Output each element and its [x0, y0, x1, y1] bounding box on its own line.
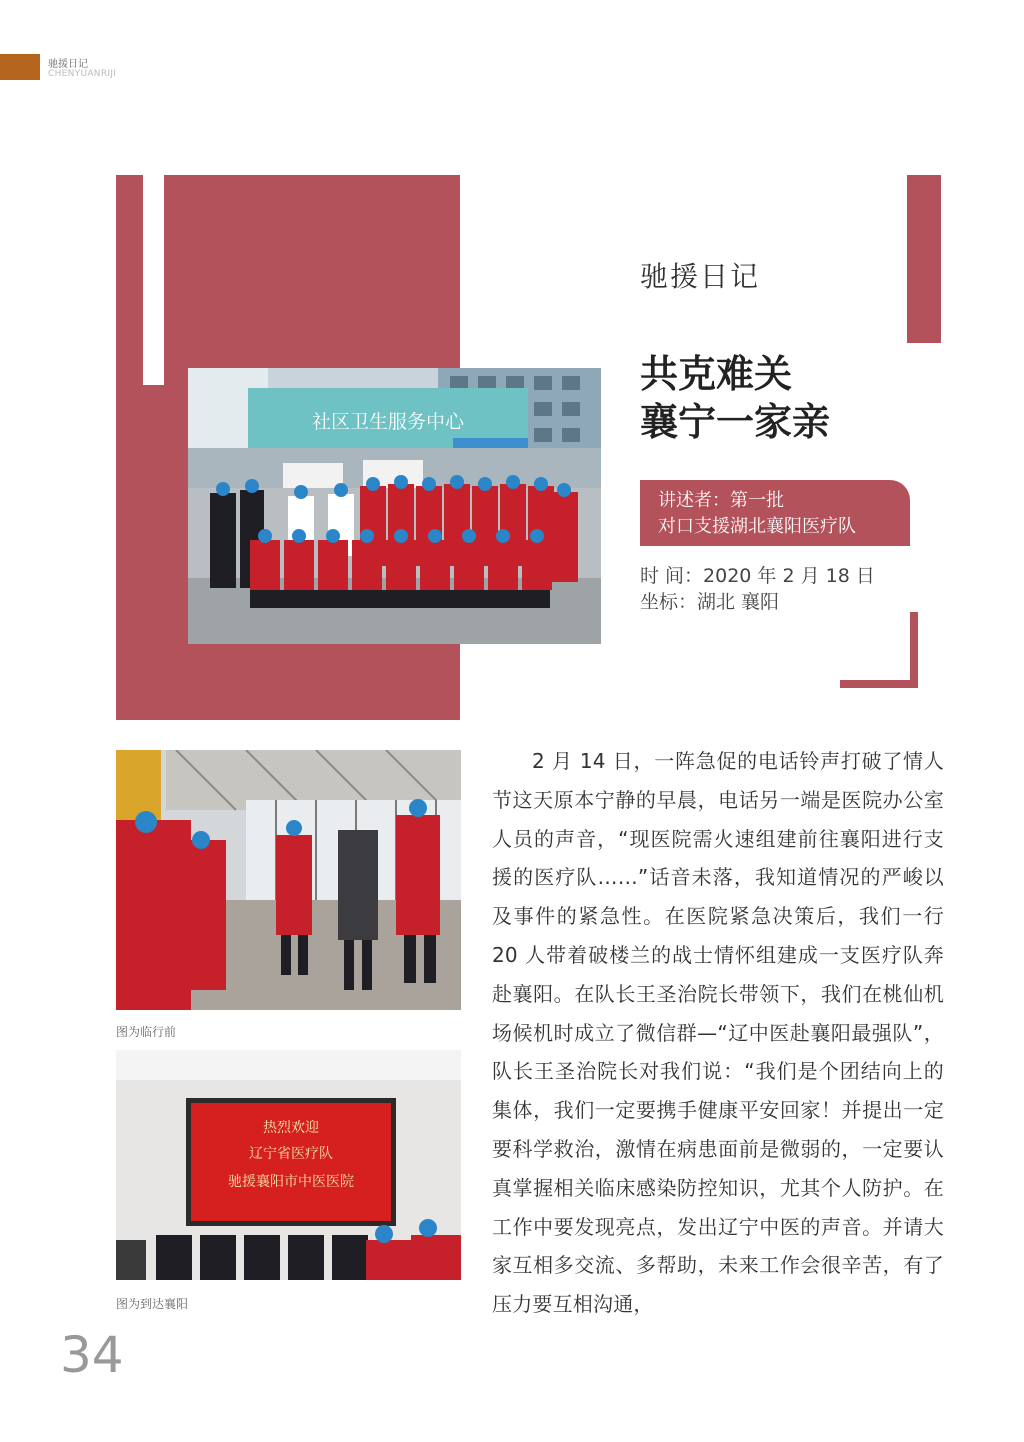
caption-airport: 图为临行前	[116, 1025, 177, 1039]
article-time: 时 间：2020 年 2 月 18 日	[640, 565, 875, 587]
narrator-line1: 讲述者：第一批	[658, 490, 784, 511]
decor-red-bar	[907, 175, 941, 343]
photo-sign-text: 社区卫生服务中心	[311, 411, 465, 433]
caption-arrival: 图为到达襄阳	[116, 1297, 189, 1311]
decor-corner-horizontal	[840, 680, 918, 688]
article-title-line2: 襄宁一家亲	[640, 399, 831, 444]
narrator-box	[640, 480, 910, 546]
screen-line3: 驰援襄阳市中医医院	[228, 1174, 354, 1190]
article-body-paragraph: 2 月 14 日，一阵急促的电话铃声打破了情人节这天原本宁静的早晨，电话另一端是医院办公室人员的声音，“现医院需火速组建前往襄阳进行支援的医疗队……”话音未落，我知道情况的严峻以及事件的紧急性。在医院紧急决策后，我们一行 20 人带着破楼兰的战士情怀组建成一支医疗队奔赴襄阳。在队长王圣治院长带领下，我们在桃仙机场候机时成立了微信群—“辽中医赴襄阳最强队”，队长王圣治院长对我们说：“我们是个团结向上的集体，我们一定要携手健康平安回家！并提出一定要科学救治，激情在病患面前是微弱的，一定要认真掌握相关临床感染防控知识，尤其个人防护。在工作中要发现亮点，发出辽宁中医的声音。并请大家互相多交流、多帮助，未来工作会很辛苦，有了压力要互相沟通，	[492, 749, 945, 1317]
photo-welcome-screen	[116, 1050, 461, 1280]
decor-white-strip	[143, 175, 164, 385]
screen-line2: 辽宁省医疗队	[249, 1146, 333, 1162]
page-number: 34	[60, 1326, 124, 1384]
narrator-line2: 对口支援湖北襄阳医疗队	[658, 516, 856, 537]
section-title: 驰援日记	[640, 260, 761, 293]
header-section-cn: 驰援日记	[48, 59, 88, 70]
header-tab-mark	[0, 54, 40, 80]
article-title	[640, 350, 830, 446]
decor-corner-vertical	[910, 612, 918, 688]
screen-line1: 热烈欢迎	[263, 1120, 319, 1136]
header-section-en: CHENYUANRIJI	[48, 69, 117, 79]
article-body	[492, 742, 944, 1324]
article-title-line1: 共克难关	[640, 351, 793, 396]
article-location: 坐标：湖北 襄阳	[640, 591, 780, 613]
photo-airport	[116, 750, 461, 1010]
photo-team-group	[188, 368, 601, 644]
